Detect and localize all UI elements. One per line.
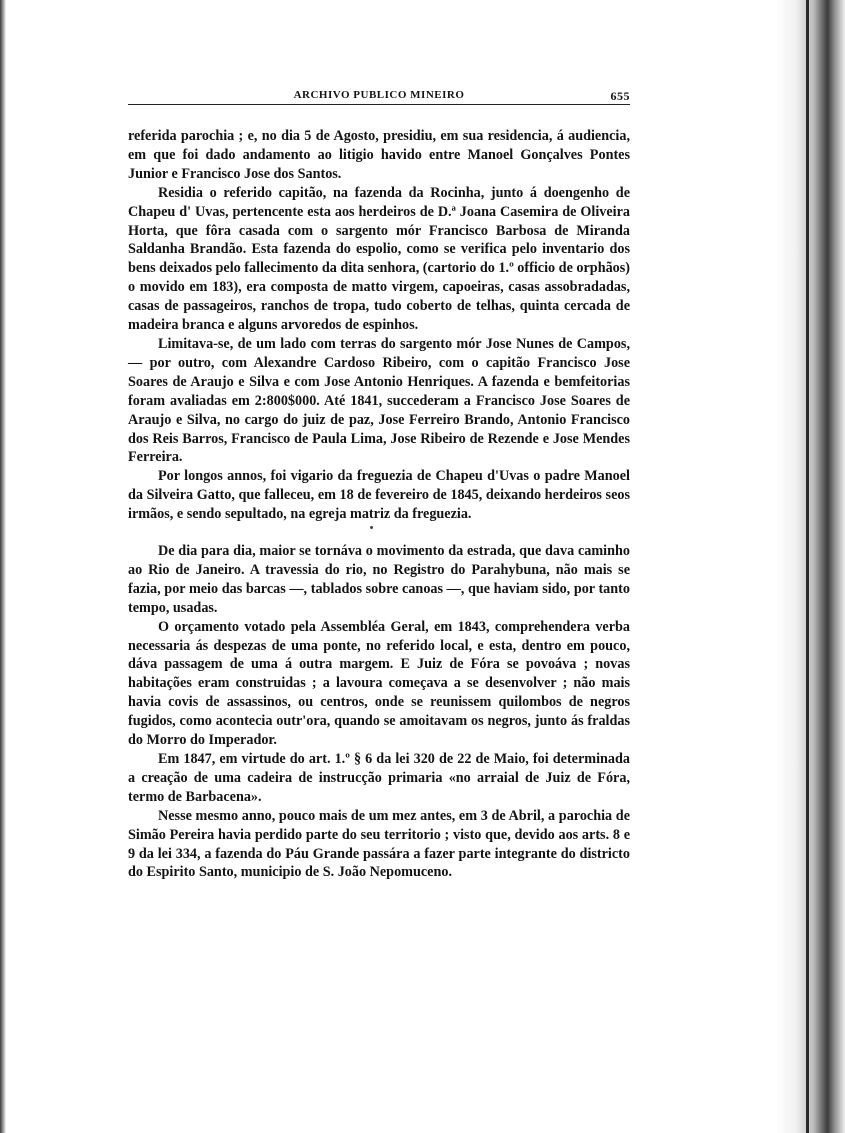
page-number: 655 <box>610 89 630 103</box>
paragraph-continued: referida parochia ; e, no dia 5 de Agosto, presidiu, em sua residencia, á audiencia, em que foi dado andamento ao litigio havido entre Manoel Gonçalves Pontes Junior e Francisco Jose dos Santos. <box>128 128 630 182</box>
paragraph: Por longos annos, foi vigario da freguezia de Chapeu d'Uvas o padre Manoel da Silveira Gatto, que falleceu, em 18 de fevereiro de 1845, deixando herdeiros seos irmãos, e sendo sepultado, na egreja matriz da freguezia. <box>128 468 630 523</box>
book-binding-shadow <box>775 0 845 1133</box>
paragraph: Em 1847, em virtude do art. 1.º § 6 da lei 320 de 22 de Maio, foi determinada a creação de uma cadeira de instrucção primaria «no arraial de Juiz de Fóra, termo de Barbacena». <box>128 751 630 805</box>
book-gutter-line <box>806 0 809 1133</box>
paragraph: O orçamento votado pela Assembléa Geral, em 1843, comprehendera verba necessaria ás despezas de uma ponte, no referido local, e esta, dentro em pouco, dáva passagem de uma á outra margem. E Juiz de Fóra se povoáva ; novas habitações eram construidas ; a lavoura começava a se desenvolver ; não mais havia covis de assassinos, ou centros, onde se reunissem quilombos de negros fugidos, como acontecia outr'ora, quando se amoitavam os negros, junto ás fraldas do Morro do Imperador. <box>128 618 630 749</box>
paragraph: Residia o referido capitão, na fazenda da Rocinha, junto á doengenho de Chapeu d' Uvas, pertencente esta aos herdeiros de D.ª Joana Casemira de Oliveira Horta, que fôra casada com o sargento mór Francisco Barbosa de Miranda Saldanha Brandão. Esta fazenda do espolio, como se verifica pelo inventario dos bens deixados pelo fallecimento da dita senhora, (cartorio do 1.º officio de orphãos) o movido em 183), era composta de matto virgem, capoeiras, casas assobradadas, casas de passageiros, ranchos de tropa, tudo coberto de telhas, quinta cercada de madeira branca e alguns arvoredos de espinhos. <box>128 184 631 334</box>
paragraph: Limitava-se, de um lado com terras do sargento mór Jose Nunes de Campos,— por outro, com Alexandre Cardoso Ribeiro, com o capitão Francisco Jose Soares de Araujo e Silva e com Jose Antonio Henriques. A fazenda e bemfeitorias foram avaliadas em 2:800$000. Até 1841, succederam a Francisco Jose Soares de Araujo e Silva, no cargo do juiz de paz, Jose Ferreiro Brando, Antonio Francisco dos Reis Barros, Francisco de Paula Lima, Jose Ribeiro de Rezende e Jose Mendes Ferreira. <box>128 335 630 466</box>
running-head <box>128 86 630 105</box>
paragraph: De dia para dia, maior se tornáva o movimento da estrada, que dava caminho ao Rio de Janeiro. A travessia do rio, no Registro do Parahybuna, não mais se fazia, por meio das barcas —, tablados sobre canoas —, que haviam sido, por tanto tempo, usadas. <box>128 543 630 616</box>
running-head-title: ARCHIVO PUBLICO MINEIRO <box>293 89 465 101</box>
body-text <box>128 127 630 882</box>
paragraph: Nesse mesmo anno, pouco mais de um mez antes, em 3 de Abril, a parochia de Simão Pereira havia perdido parte do seu territorio ; visto que, devido aos arts. 8 e 9 da lei 334, a fazenda do Páu Grande passára a fazer parte integrante do districto do Espirito Santo, municipio de S. João Nepomuceno. <box>128 807 630 881</box>
section-break <box>128 524 630 542</box>
book-page <box>128 86 630 882</box>
section-break-dot <box>370 526 373 529</box>
scan-edge-left <box>0 0 6 1133</box>
